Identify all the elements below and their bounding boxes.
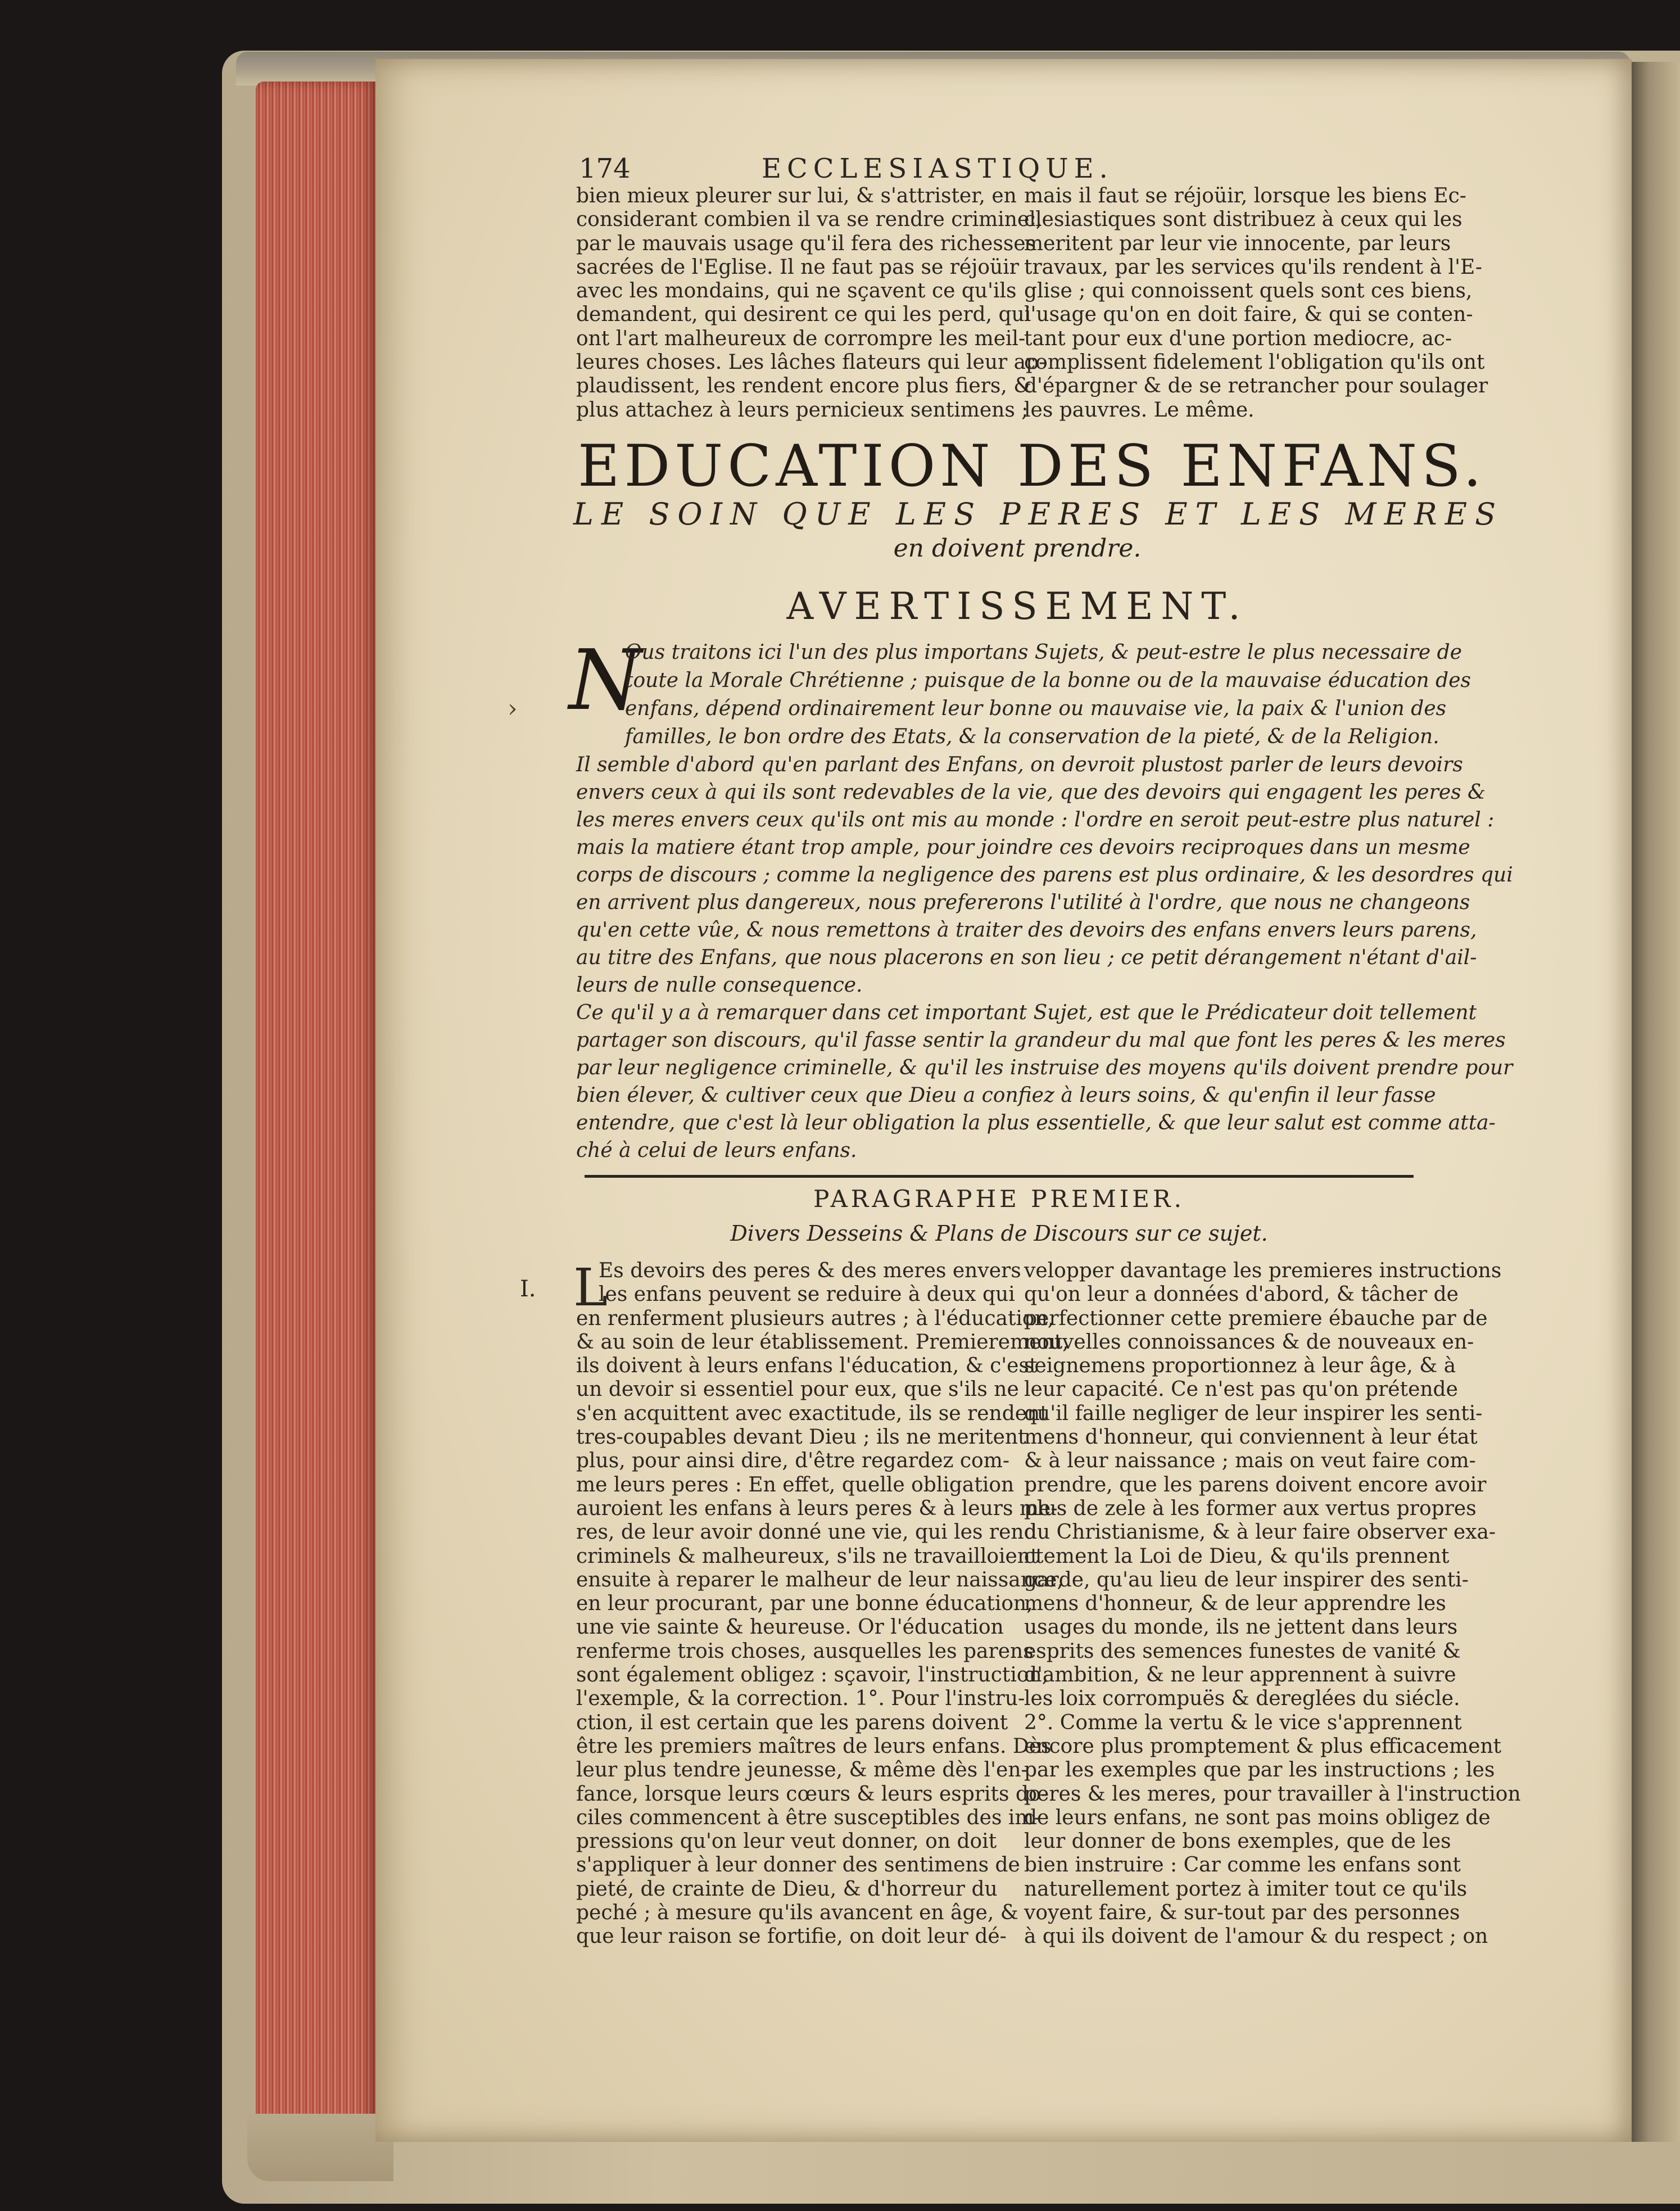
body-left-line: une vie sainte & heureuse. Or l'éducation xyxy=(576,1616,1004,1639)
avertissement-line: Il semble d'abord qu'en parlant des Enfans, on devroit plustost parler de leurs devoirs xyxy=(576,753,1463,776)
body-right-line: les loix corrompuës & dereglées du siécle. xyxy=(1024,1687,1460,1711)
body-right-line: 2°. Comme la vertu & le vice s'apprennent xyxy=(1024,1711,1462,1734)
body-right-line: par les exemples que par les instructions ; les xyxy=(1024,1758,1495,1782)
top-right-line: clesiastiques sont distribuez à ceux qui les xyxy=(1024,208,1462,232)
body-left-line: Es devoirs des peres & des meres envers xyxy=(599,1259,1021,1282)
body-left-line: en renferment plusieurs autres ; à l'éducation, xyxy=(576,1306,1054,1330)
body-left-line: s'en acquittent avec exactitude, ils se rendent xyxy=(576,1401,1048,1425)
body-right-line: d'ambition, & ne leur apprennent à suivre xyxy=(1024,1663,1456,1687)
avertissement-indented-line: toute la Morale Chrétienne ; puisque de la bonne ou de la mauvaise éducation des xyxy=(625,669,1471,692)
body-right-line: garde, qu'au lieu de leur inspirer des senti- xyxy=(1024,1568,1469,1591)
body-right-line: qu'il faille negliger de leur inspirer les senti- xyxy=(1024,1401,1483,1425)
body-left-line: renferme trois choses, ausquelles les parens xyxy=(576,1639,1034,1663)
body-dropcap: L xyxy=(573,1258,608,1318)
body-right-line: leur donner de bons exemples, que de les xyxy=(1024,1830,1451,1853)
body-left-line: sont également obligez : sçavoir, l'instruction, xyxy=(576,1663,1049,1687)
body-left-line: les enfans peuvent se reduire à deux qui xyxy=(599,1283,1015,1306)
body-right-line: & à leur naissance ; mais on veut faire com- xyxy=(1024,1449,1476,1473)
body-left-line: peché ; à mesure qu'ils avancent en âge, & xyxy=(576,1901,1018,1925)
body-left-line: ciles commencent à être susceptibles des im- xyxy=(576,1806,1041,1829)
avertissement-heading: AVERTISSEMENT. xyxy=(786,585,1248,628)
top-left-line: considerant combien il va se rendre criminel, xyxy=(576,208,1043,232)
top-right-line: l'usage qu'on en doit faire, & qui se conten- xyxy=(1024,303,1473,327)
body-right-column xyxy=(1024,1259,1521,1949)
body-right-line: à qui ils doivent de l'amour & du respect ; on xyxy=(1024,1925,1488,1948)
top-left-line: demandent, qui desirent ce qui les perd, qui xyxy=(576,303,1031,327)
body-left-line: s'appliquer à leur donner des sentimens de xyxy=(576,1853,1020,1877)
body-right-line: de leurs enfans, ne sont pas moins obligez de xyxy=(1024,1806,1491,1829)
avertissement-indented-line: Ous traitons ici l'un des plus importans Sujets, & peut-estre le plus necessaire de xyxy=(625,641,1462,664)
body-right-line: naturellement portez à imiter tout ce qu'ils xyxy=(1024,1877,1468,1901)
page-number: 174 xyxy=(579,153,631,184)
avertissement-line: mais la matiere étant trop ample, pour joindre ces devoirs reciproques dans un mesme xyxy=(576,836,1470,859)
body-left-line: pressions qu'on leur veut donner, on doit xyxy=(576,1830,997,1853)
avertissement-indented-lines xyxy=(625,639,1471,751)
avertissement-line: en arrivent plus dangereux, nous prefererons l'utilité à l'ordre, que nous ne changeons xyxy=(576,891,1470,914)
avertissement-dropcap: N xyxy=(569,632,642,729)
body-right-line: velopper davantage les premieres instructions xyxy=(1024,1259,1502,1282)
avertissement-line: entendre, que c'est là leur obligation la plus essentielle, & que leur salut est comme atta- xyxy=(576,1111,1496,1134)
top-right-line: tant pour eux d'une portion mediocre, ac- xyxy=(1024,327,1452,350)
section-title: EDUCATION DES ENFANS. xyxy=(578,433,1486,500)
body-left-line: tres-coupables devant Dieu ; ils ne meritent xyxy=(576,1426,1026,1449)
avertissement-line: par leur negligence criminelle, & qu'il les instruise des moyens qu'ils doivent prendre pour xyxy=(576,1056,1513,1079)
avertissement-indented-line: enfans, dépend ordinairement leur bonne ou mauvaise vie, la paix & l'union des xyxy=(625,697,1447,720)
body-left-line: auroient les enfans à leurs peres & à leurs me- xyxy=(576,1496,1058,1520)
body-left-line: fance, lorsque leurs cœurs & leurs esprits do- xyxy=(576,1782,1048,1806)
paragraph-heading: PARAGRAPHE PREMIER. xyxy=(813,1185,1185,1213)
top-left-line: par le mauvais usage qu'il fera des richesses xyxy=(576,232,1036,255)
section-number: I. xyxy=(520,1276,536,1302)
paragraph-subheading: Divers Desseins & Plans de Discours sur ce sujet. xyxy=(730,1221,1268,1246)
top-left-column xyxy=(576,184,1046,422)
avertissement-line: Ce qu'il y a à remarquer dans cet important Sujet, est que le Prédicateur doit tellement xyxy=(576,1001,1477,1024)
top-right-line: travaux, par les services qu'ils rendent à l'E- xyxy=(1024,255,1483,279)
body-right-line: leur capacité. Ce n'est pas qu'on prétende xyxy=(1024,1378,1458,1401)
body-right-line: mens d'honneur, qui conviennent à leur état xyxy=(1024,1426,1478,1449)
body-left-line: pieté, de crainte de Dieu, & d'horreur du xyxy=(576,1877,998,1901)
margin-mark: › xyxy=(508,694,518,723)
avertissement-line: bien élever, & cultiver ceux que Dieu a confiez à leurs soins, & qu'enfin il leur fasse xyxy=(576,1084,1436,1107)
top-right-column xyxy=(1024,184,1488,422)
body-left-line: un devoir si essentiel pour eux, que s'ils ne xyxy=(576,1378,1019,1401)
avertissement-line: envers ceux à qui ils sont redevables de la vie, que des devoirs qui engagent les peres & xyxy=(576,781,1486,804)
body-right-line: nouvelles connoissances & de nouveaux en- xyxy=(1024,1330,1474,1354)
body-left-line: ction, il est certain que les parens doivent xyxy=(576,1711,1008,1734)
body-right-line: seignemens proportionnez à leur âge, & à xyxy=(1024,1354,1456,1378)
body-right-line: bien instruire : Car comme les enfans sont xyxy=(1024,1853,1461,1877)
body-left-line: ils doivent à leurs enfans l'éducation, & c'est xyxy=(576,1354,1038,1378)
top-right-line: mais il faut se réjoüir, lorsque les biens Ec- xyxy=(1024,184,1466,207)
top-right-line: meritent par leur vie innocente, par leurs xyxy=(1024,232,1451,255)
body-left-line: ensuite à reparer le malheur de leur naissance, xyxy=(576,1568,1063,1591)
top-right-line: complissent fidelement l'obligation qu'ils ont xyxy=(1024,351,1485,374)
body-right-line: ctement la Loi de Dieu, & qu'ils prennent xyxy=(1024,1544,1450,1568)
body-right-line: plus de zele à les former aux vertus propres xyxy=(1024,1496,1477,1520)
body-right-line: perfectionner cette premiere ébauche par de xyxy=(1024,1306,1488,1330)
horizontal-rule xyxy=(585,1175,1414,1178)
avertissement-line: les meres envers ceux qu'ils ont mis au monde : l'ordre en seroit peut-estre plus naturel : xyxy=(576,808,1495,831)
body-left-line: que leur raison se fortifie, on doit leur dé- xyxy=(576,1925,1007,1948)
section-subtitle-line2: en doivent prendre. xyxy=(893,534,1142,563)
avertissement-line: leurs de nulle consequence. xyxy=(576,974,863,997)
top-right-line: les pauvres. Le même. xyxy=(1024,398,1255,422)
top-left-line: plaudissent, les rendent encore plus fiers, & xyxy=(576,374,1032,398)
top-left-line: bien mieux pleurer sur lui, & s'attrister, en xyxy=(576,184,1017,207)
avertissement-line: corps de discours ; comme la negligence des parens est plus ordinaire, & les desordres qui xyxy=(576,863,1513,887)
body-right-line: encore plus promptement & plus efficacement xyxy=(1024,1734,1502,1758)
body-right-line: voyent faire, & sur-tout par des personnes xyxy=(1024,1901,1460,1925)
red-fore-edge xyxy=(256,82,377,2133)
book-bottom-corner xyxy=(247,2114,393,2181)
body-left-line: res, de leur avoir donné une vie, qui les rend xyxy=(576,1521,1037,1544)
avertissement-indented-line: familles, le bon ordre des Etats, & la conservation de la pieté, & de la Religion. xyxy=(625,725,1439,748)
body-right-line: prendre, que les parens doivent encore avoir xyxy=(1024,1473,1487,1496)
top-left-line: avec les mondains, qui ne sçavent ce qu'ils xyxy=(576,279,1017,303)
body-left-line: me leurs peres : En effet, quelle obligation xyxy=(576,1473,1015,1496)
body-right-line: qu'on leur a données d'abord, & tâcher de xyxy=(1024,1283,1459,1306)
section-subtitle: LE SOIN QUE LES PERES ET LES MERES xyxy=(573,496,1504,532)
top-left-line: sacrées de l'Eglise. Il ne faut pas se réjoüir xyxy=(576,255,1019,279)
running-head-title: ECCLESIASTIQUE. xyxy=(762,153,1113,184)
body-left-column xyxy=(576,1259,1069,1949)
top-right-line: d'épargner & de se retrancher pour soulager xyxy=(1024,374,1488,398)
avertissement-line: partager son discours, qu'il fasse sentir la grandeur du mal que font les peres & les meres xyxy=(576,1029,1506,1052)
body-left-line: en leur procurant, par une bonne éducation, xyxy=(576,1592,1033,1616)
top-right-line: glise ; qui connoissent quels sont ces biens, xyxy=(1024,279,1473,303)
body-right-line: peres & les meres, pour travailler à l'instruction xyxy=(1024,1782,1521,1806)
facing-page-sliver xyxy=(1632,62,1680,2142)
top-left-line: ont l'art malheureux de corrompre les meil- xyxy=(576,327,1026,350)
body-left-line: leur plus tendre jeunesse, & même dès l'en- xyxy=(576,1758,1028,1782)
body-left-line: plus, pour ainsi dire, d'être regardez com- xyxy=(576,1449,1010,1473)
body-left-line: être les premiers maîtres de leurs enfans. Dès xyxy=(576,1734,1052,1758)
body-left-line: criminels & malheureux, s'ils ne travailloient xyxy=(576,1544,1039,1568)
body-left-line: l'exemple, & la correction. 1°. Pour l'instru- xyxy=(576,1687,1025,1711)
body-right-line: usages du monde, ils ne jettent dans leurs xyxy=(1024,1616,1458,1639)
body-right-line: du Christianisme, & à leur faire observer exa- xyxy=(1024,1521,1496,1544)
avertissement-line: ché à celui de leurs enfans. xyxy=(576,1139,857,1162)
top-left-line: plus attachez à leurs pernicieux sentimens ; xyxy=(576,398,1029,422)
body-right-line: mens d'honneur, & de leur apprendre les xyxy=(1024,1592,1446,1616)
avertissement-line: au titre des Enfans, que nous placerons en son lieu ; ce petit dérangement n'étant d'ail- xyxy=(576,946,1477,969)
body-left-line: & au soin de leur établissement. Premierement, xyxy=(576,1330,1069,1354)
avertissement-text xyxy=(576,751,1513,1164)
avertissement-line: qu'en cette vûe, & nous remettons à traiter des devoirs des enfans envers leurs parens, xyxy=(576,919,1477,942)
top-left-line: leures choses. Les lâches flateurs qui leur ap- xyxy=(576,351,1046,374)
body-right-line: esprits des semences funestes de vanité & xyxy=(1024,1639,1461,1663)
